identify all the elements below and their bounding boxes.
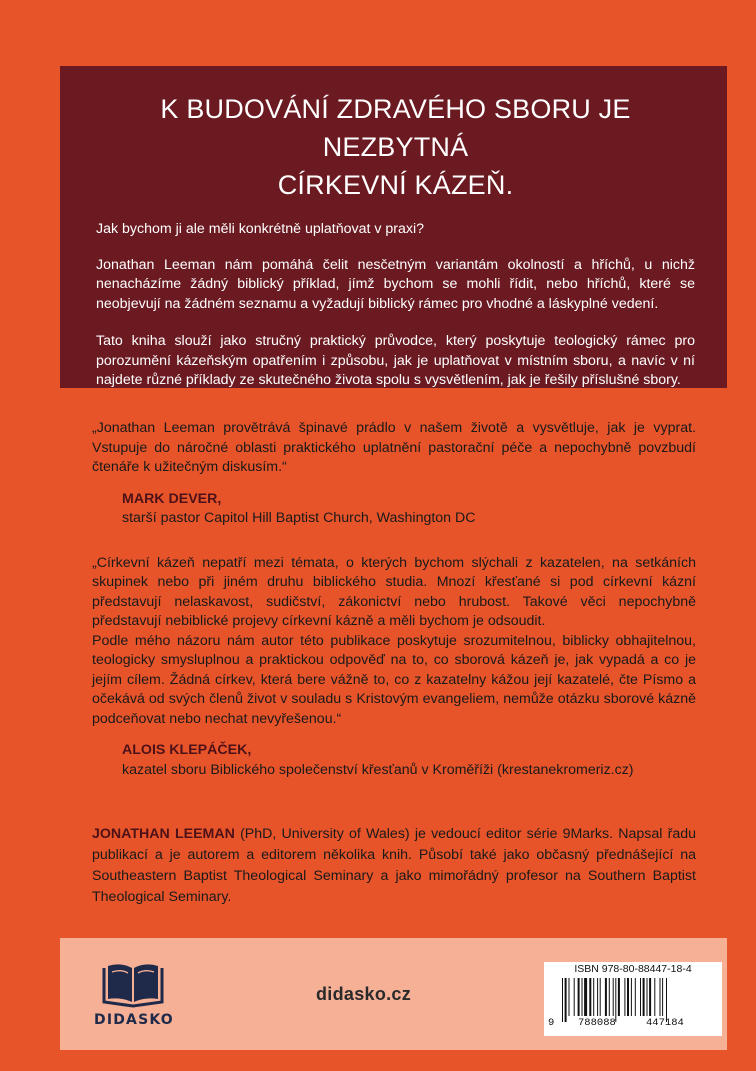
intro-question: Jak bychom ji ale měli konkrétně uplatňovat v praxi? xyxy=(96,221,425,237)
open-book-icon xyxy=(94,960,172,1010)
barcode-bar xyxy=(582,978,583,1016)
author-bio-text: (PhD, University of Wales) je vedoucí editor série 9Marks. Napsal řadu publikací a je autorem a editorem několika knih. Působí také jako občasný přednášející na Southeastern Baptist Theological Seminary a jako mimořádný profesor na Southern Baptist Theological Seminary. xyxy=(92,826,696,905)
publisher-website: didasko.cz xyxy=(316,984,412,1004)
barcode-bar xyxy=(574,978,575,1016)
barcode-bar xyxy=(605,978,607,1016)
endorser-role: starší pastor Capitol Hill Baptist Church, Washington DC xyxy=(122,510,476,526)
barcode-bar xyxy=(660,978,661,1016)
headline xyxy=(96,90,695,204)
endorsement-attribution xyxy=(92,490,696,529)
barcode-bar xyxy=(562,978,563,1022)
endorser-role: kazatel sboru Biblického společenství křesťanů v Kroměříži (krestanekromeriz.cz) xyxy=(122,761,634,778)
barcode-bar xyxy=(666,978,667,1022)
barcode-bar xyxy=(609,978,610,1016)
barcode-bar xyxy=(600,978,601,1016)
barcode-bar xyxy=(565,978,567,1022)
endorsement-1 xyxy=(92,419,696,529)
publisher-band xyxy=(60,938,727,1050)
endorsements xyxy=(92,419,696,780)
barcode-digits-left: 788088 xyxy=(578,1017,616,1029)
headline-line-1: K BUDOVÁNÍ ZDRAVÉHO SBORU JE NEZBYTNÁ xyxy=(160,94,631,162)
barcode-bar xyxy=(578,978,580,1016)
barcode-bar xyxy=(649,978,651,1016)
headline-line-2: CÍRKEVNÍ KÁZEŇ. xyxy=(277,170,514,200)
endorsement-quote: „Církevní kázeň nepatří mezi témata, o kterých bychom slýchali z kazatelen, na setkáních skupinek nebo při jiném druhu biblického studia. Mnozí křesťané si pod církevní kázní představují nelaskavost, sudičství, zákonictví nebo hrubost. Takové věci nepochybně představují nebiblické projevy církevní kázně a měli bychom je odsoudit. xyxy=(92,554,696,629)
intro-paragraph-1: Jonathan Leeman nám pomáhá čelit nesčetným variantám okolností a hříchů, u nichž nenacházíme žádný biblický příklad, jímž bychom se mohli řídit, nebo hříchů, které se neobjevují na žádném seznamu a vyžadují biblický rámec pro vhodné a láskyplné vedení. xyxy=(96,256,695,312)
barcode-bar xyxy=(569,978,570,1016)
author-name: JONATHAN LEEMAN xyxy=(92,826,235,842)
barcode-bar xyxy=(643,978,645,1016)
barcode-bars xyxy=(558,978,708,1022)
endorsement-quote: „Jonathan Leeman provětrává špinavé prádlo v našem životě a vysvětluje, jak je vyprat. Vstupuje do náročné oblasti praktického uplatnění pastorační péče a nepochybně povzbudí čtenáře k užitečným diskusím.“ xyxy=(92,420,696,475)
isbn-text: ISBN 978-80-88447-18-4 xyxy=(574,963,692,975)
intro-paragraph-2: Tato kniha slouží jako stručný praktický průvodce, který poskytuje teologický rámec pro porozumění kázeňským opatřením i způsobu, jak je uplatňovat v místním sboru, a navíc v ní najdete různé příklady ze skutečného života spolu s vysvětlením, jak je řešily příslušné sbory. xyxy=(96,333,695,388)
barcode-bar xyxy=(584,978,587,1016)
barcode-bar xyxy=(597,978,598,1016)
endorsement-attribution xyxy=(92,741,696,780)
blurb-box xyxy=(60,66,727,388)
endorsement-quote-continued: Podle mého názoru nám autor této publikace poskytuje srozumitelnou, biblicky obhajitelnou, teologicky smysluplnou a praktickou odpověď na to, co sborová kázeň je, jak vypadá a co je jejím cílem. Žádná církev, která bere vážně to, co z kazatelny kážou její kazatelé, čte Písmo a očekává od svých členů život v souladu s Kristovým evangeliem, nemůže otázku sborové kázně podceňovat nebo nechat nevyřešenou.“ xyxy=(92,632,696,727)
barcode-digit-first: 9 xyxy=(548,1017,555,1029)
barcode-bar xyxy=(589,978,591,1016)
barcode-bar xyxy=(635,978,636,1016)
barcode-bar xyxy=(593,978,594,1016)
endorsement-2 xyxy=(92,554,696,781)
barcode-bar xyxy=(627,978,629,1016)
barcode-digits-right: 447184 xyxy=(646,1017,684,1029)
barcode-bar xyxy=(662,978,663,1016)
endorser-name: MARK DEVER, xyxy=(122,490,222,507)
author-bio xyxy=(92,824,696,908)
endorser-name: ALOIS KLEPÁČEK, xyxy=(122,742,252,758)
publisher-logo xyxy=(94,960,172,1032)
publisher-logo-text: DIDASKO xyxy=(94,1012,174,1028)
barcode-bar xyxy=(647,978,648,1016)
barcode-bar xyxy=(613,978,614,1016)
barcode xyxy=(544,962,722,1036)
barcode-bar xyxy=(631,978,632,1016)
barcode-bar xyxy=(618,978,620,1016)
barcode-bar xyxy=(640,978,641,1016)
barcode-bar xyxy=(624,978,625,1016)
barcode-bar xyxy=(654,978,655,1016)
barcode-bar xyxy=(615,978,616,1022)
